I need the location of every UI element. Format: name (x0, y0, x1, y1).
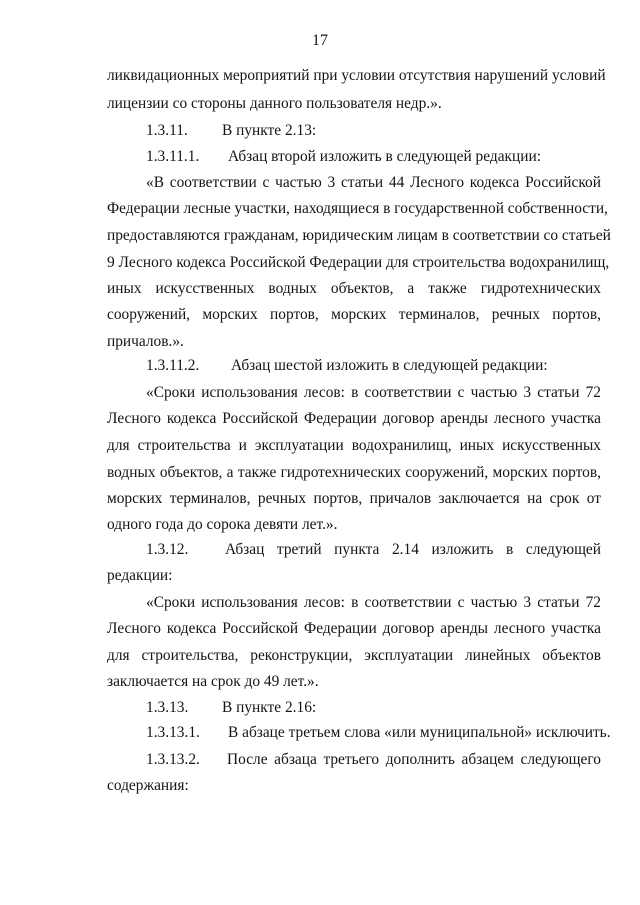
text-line: сооружений, морских портов, морских терминалов, речных портов, (107, 306, 601, 323)
text-line: содержания: (107, 777, 189, 794)
text-line: иных искусственных водных объектов, а также гидротехнических (107, 280, 601, 297)
item-number: 1.3.11.1. (146, 148, 200, 165)
text-line: «Сроки использования лесов: в соответствии с частью 3 статьи 72 (146, 594, 601, 611)
page-number: 17 (312, 32, 328, 49)
text-line: Лесного кодекса Российской Федерации договор аренды лесного участка (107, 410, 601, 427)
text-line: предоставляются гражданам, юридическим лицам в соответствии со статьей (107, 227, 611, 244)
text-line: «Сроки использования лесов: в соответствии с частью 3 статьи 72 (146, 384, 601, 401)
item-text: В пункте 2.16: (222, 699, 317, 716)
item-number: 1.3.13.2. (146, 751, 200, 768)
text-line: морских терминалов, речных портов, причалов заключается на срок от (107, 490, 601, 507)
item-number: 1.3.13. (146, 699, 189, 716)
text-line: водных объектов, а также гидротехнических сооружений, морских портов, (107, 464, 601, 481)
item-text: В абзаце третьем слова «или муниципальной» исключить. (228, 724, 611, 741)
text-line: редакции: (107, 567, 173, 584)
text-line: «В соответствии с частью 3 статьи 44 Лесного кодекса Российской (146, 174, 601, 191)
item-text: В пункте 2.13: (222, 122, 317, 139)
text-line: одного года до сорока девяти лет.». (107, 516, 338, 533)
item-text: Абзац второй изложить в следующей редакции: (228, 148, 541, 165)
item-number: 1.3.12. (146, 541, 189, 558)
text-line: ликвидационных мероприятий при условии отсутствия нарушений условий (107, 67, 606, 84)
item-text: После абзаца третьего дополнить абзацем следующего (227, 751, 601, 768)
text-line: лицензии со стороны данного пользователя недр.». (107, 95, 442, 112)
text-line: заключается на срок до 49 лет.». (107, 673, 319, 690)
item-text: Абзац третий пункта 2.14 изложить в следующей (225, 541, 601, 558)
text-line: Лесного кодекса Российской Федерации договор аренды лесного участка (107, 620, 601, 637)
text-line: Федерации лесные участки, находящиеся в государственной собственности, (107, 200, 608, 217)
item-number: 1.3.11.2. (146, 357, 200, 374)
text-line: для строительства, реконструкции, эксплуатации линейных объектов (107, 647, 601, 664)
text-line: причалов.». (107, 333, 184, 350)
item-number: 1.3.13.1. (146, 724, 200, 741)
item-number: 1.3.11. (146, 122, 188, 139)
item-text: Абзац шестой изложить в следующей редакции: (231, 357, 548, 374)
text-line: 9 Лесного кодекса Российской Федерации для строительства водохранилищ, (107, 254, 610, 271)
text-line: для строительства и эксплуатации водохранилищ, иных искусственных (107, 437, 601, 454)
